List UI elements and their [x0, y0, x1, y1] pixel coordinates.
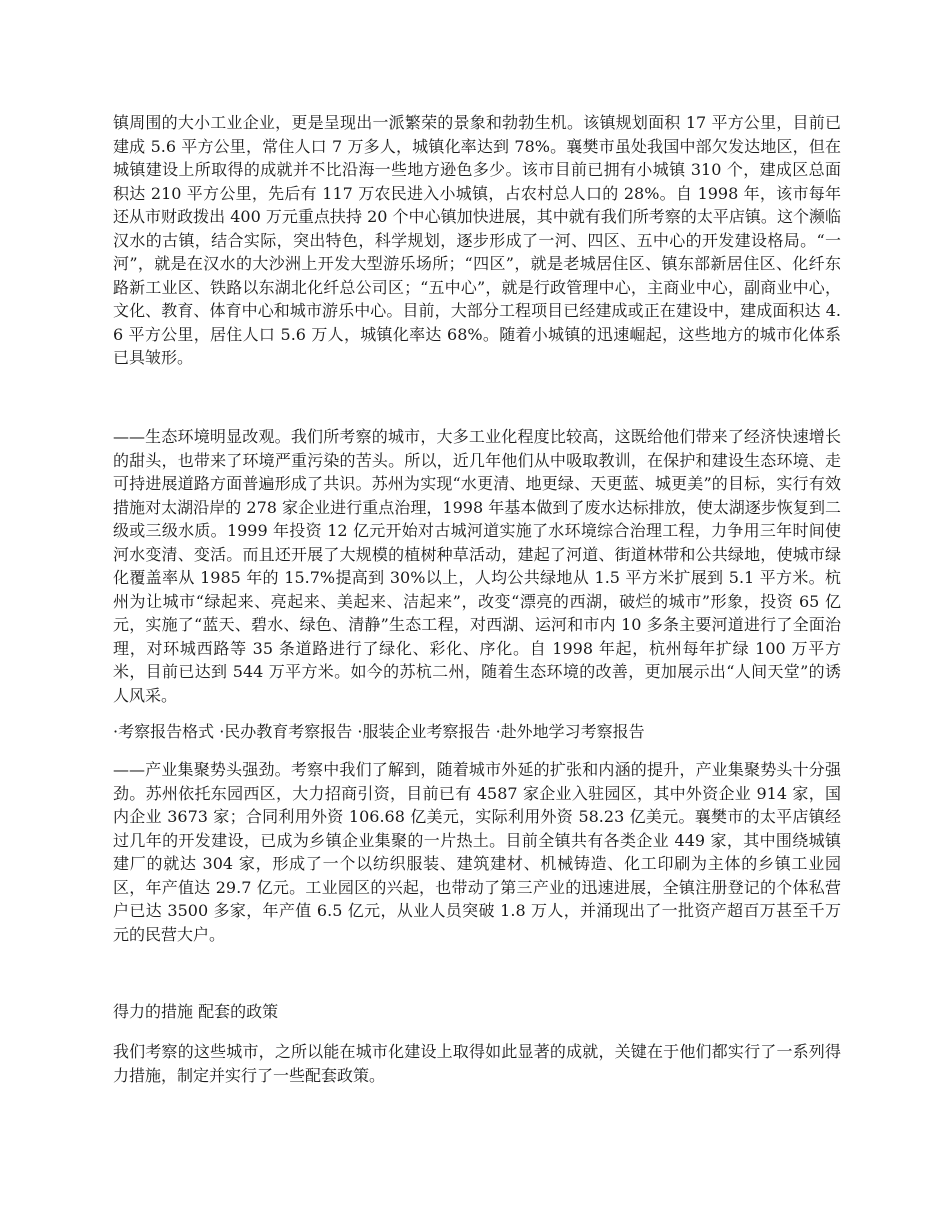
paragraph-ecology: ——生态环境明显改观。我们所考察的城市，大多工业化程度比较高，这既给他们带来了经济快速增长的甜头，也带来了环境严重污染的苦头。所以，近几年他们从中吸取教训，在保护和建设生态环境、走可持进展道路方面普遍形成了共识。苏州为实现“水更清、地更绿、天更蓝、城更美”的目标，实行有效措施对太湖沿岸的 278 家企业进行重点治理，1998 年基本做到了废水达标排放，使太湖逐步恢复到二级或三级水质。1999 年投资 12 亿元开始对古城河道实施了水环境综合治理工程，力争用三年时间使河水变清、变活。而且还开展了大规模的植树种草活动，建起了河道、街道林带和公共绿地，使城市绿化覆盖率从 1985 年的 15.7%提高到 30%以上，人均公共绿地从 1.5 平方米扩展到 5.1 平方米。杭州为让城市“绿起来、亮起来、美起来、洁起来”，改变“漂亮的西湖，破烂的城市”形象，投资 65 亿元，实施了“蓝天、碧水、绿色、清静”生态工程，对西湖、运河和市内 10 多条主要河道进行了全面治理，对环城西路等 35 条道路进行了绿化、彩化、序化。自 1998 年起，杭州每年扩绿 100 万平方米，目前已达到 544 万平方米。如今的苏杭二州，随着生态环境的改善，更加展示出“人间天堂”的诱人风采。	[113, 427, 841, 705]
related-links	[113, 720, 841, 744]
related-link-study-trip[interactable]: ·赴外地学习考察报告	[495, 722, 645, 741]
related-link-private-education[interactable]: ·民办教育考察报告	[219, 722, 353, 741]
paragraph-measures: 我们考察的这些城市，之所以能在城市化建设上取得如此显著的成就，关键在于他们都实行了一系列得力措施，制定并实行了一些配套政策。	[113, 1042, 841, 1085]
paragraph-town-development: 镇周围的大小工业企业，更是呈现出一派繁荣的景象和勃勃生机。该镇规划面积 17 平方公里，目前已建成 5.6 平方公里，常住人口 7 万多人，城镇化率达到 78%。襄樊市虽处我国中部欠发达地区，但在城镇建设上所取得的成就并不比沿海一些地方逊色多少。该市目前已拥有小城镇 310 个，建成区总面积达 210 平方公里，先后有 117 万农民进入小城镇，占农村总人口的 28%。自 1998 年，该市每年还从市财政拨出 400 万元重点扶持 20 个中心镇加快进展，其中就有我们所考察的太平店镇。这个濒临汉水的古镇，结合实际，突出特色，科学规划，逐步形成了一河、四区、五中心的开发建设格局。“一河”，就是在汉水的大沙洲上开发大型游乐场所；“四区”，就是老城居住区、镇东部新居住区、化纤东路新工业区、铁路以东湖北化纤总公司区；“五中心”，就是行政管理中心，主商业中心，副商业中心，文化、教育、体育中心和城市游乐中心。目前，大部分工程项目已经建成或正在建设中，建成面积达 4.6 平方公里，居住人口 5.6 万人，城镇化率达 68%。随着小城镇的迅速崛起，这些地方的城市化体系已具皱形。	[113, 113, 841, 367]
related-link-garment-enterprise[interactable]: ·服装企业考察报告	[357, 722, 491, 741]
section-heading: 得力的措施 配套的政策	[113, 1002, 279, 1021]
paragraph-industry-cluster: ——产业集聚势头强劲。考察中我们了解到，随着城市外延的扩张和内涵的提升，产业集聚势头十分强劲。苏州依托东园西区，大力招商引资，目前已有 4587 家企业入驻园区，其中外资企业 914 家，国内企业 3673 家；合同利用外资 106.68 亿美元，实际利用外资 58.23 亿美元。襄樊市的太平店镇经过几年的开发建设，已成为乡镇企业集聚的一片热土。目前全镇共有各类企业 449 家，其中围绕城镇建厂的就达 304 家，形成了一个以纺织服装、建筑建材、机械铸造、化工印刷为主体的乡镇工业园区，年产值达 29.7 亿元。工业园区的兴起，也带动了第三产业的迅速进展，全镇注册登记的个体私营户已达 3500 多家，年产值 6.5 亿元，从业人员突破 1.8 万人，并涌现出了一批资产超百万甚至千万元的民营大户。	[113, 760, 841, 944]
related-link-report-format[interactable]: ·考察报告格式	[113, 722, 215, 741]
